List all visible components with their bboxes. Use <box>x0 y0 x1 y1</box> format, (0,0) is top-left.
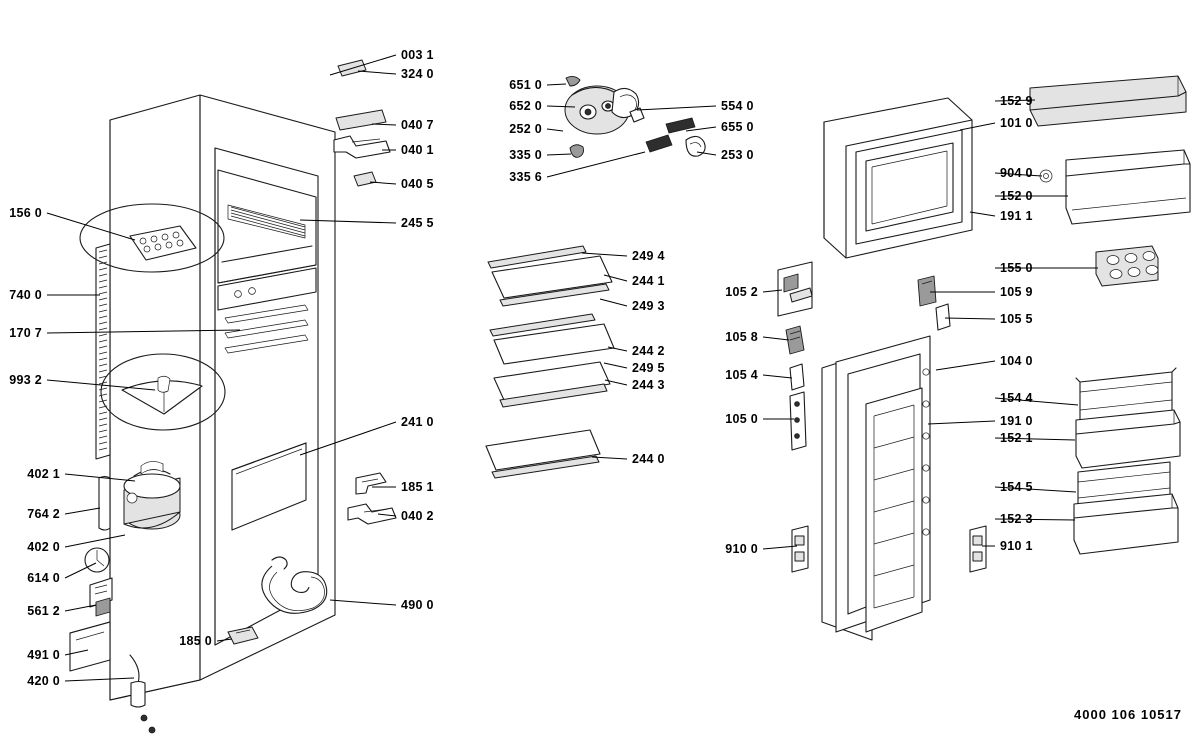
leader-105-8 <box>763 337 789 340</box>
door-gasket-strip <box>96 244 110 459</box>
part-label-554-0: 554 0 <box>721 99 754 113</box>
leader-191-0 <box>928 421 995 424</box>
part-label-152-9: 152 9 <box>1000 94 1033 108</box>
part-label-655-0: 655 0 <box>721 120 754 134</box>
hinge-040-2 <box>348 504 396 524</box>
leader-490-0 <box>330 600 396 605</box>
part-label-152-1: 152 1 <box>1000 431 1033 445</box>
part-label-561-2: 561 2 <box>27 604 60 618</box>
part-label-105-4: 105 4 <box>725 368 758 382</box>
hinge-185-1 <box>356 473 386 494</box>
leader-335-0 <box>547 154 571 155</box>
part-label-335-6: 335 6 <box>509 170 542 184</box>
part-label-245-5: 245 5 <box>401 216 434 230</box>
drawing-code: 4000 106 10517 <box>1074 707 1182 722</box>
part-label-244-2: 244 2 <box>632 344 665 358</box>
leader-105-4 <box>763 375 792 378</box>
part-label-040-5: 040 5 <box>401 177 434 191</box>
part-label-105-9: 105 9 <box>1000 285 1033 299</box>
part-label-003-1: 003 1 <box>401 48 434 62</box>
part-label-191-0: 191 0 <box>1000 414 1033 428</box>
part-label-490-0: 490 0 <box>401 598 434 612</box>
part-label-244-0: 244 0 <box>632 452 665 466</box>
part-185-0 <box>228 627 258 644</box>
leader-249-3 <box>600 299 627 306</box>
part-040-1-hinge <box>334 136 390 158</box>
leader-335-6 <box>547 152 645 177</box>
fridge-shelf-rails <box>225 305 308 353</box>
freezer-evaporator <box>228 205 305 238</box>
leader-249-5 <box>604 363 627 368</box>
part-label-105-5: 105 5 <box>1000 312 1033 326</box>
part-label-249-3: 249 3 <box>632 299 665 313</box>
part-105-5 <box>936 304 950 330</box>
part-label-324-0: 324 0 <box>401 67 434 81</box>
leader-554-0 <box>637 106 716 110</box>
part-label-105-8: 105 8 <box>725 330 758 344</box>
tray-152-1 <box>1076 410 1180 468</box>
part-label-040-7: 040 7 <box>401 118 434 132</box>
part-label-740-0: 740 0 <box>9 288 42 302</box>
fridge-door-inner-panel <box>866 388 922 632</box>
leader-764-2 <box>65 508 100 514</box>
part-label-154-5: 154 5 <box>1000 480 1033 494</box>
part-label-040-2: 040 2 <box>401 509 434 523</box>
tray-152-0 <box>1066 150 1190 224</box>
leader-249-4 <box>582 253 627 256</box>
part-335-6 <box>646 135 672 152</box>
leader-324-0 <box>358 71 396 74</box>
leader-003-1 <box>330 55 396 75</box>
part-label-402-0: 402 0 <box>27 540 60 554</box>
part-label-040-1: 040 1 <box>401 143 434 157</box>
part-label-156-0: 156 0 <box>9 206 42 220</box>
part-label-335-0: 335 0 <box>509 148 542 162</box>
part-label-104-0: 104 0 <box>1000 354 1033 368</box>
part-105-9 <box>918 276 936 306</box>
shelf-stack <box>486 246 614 478</box>
tray-152-3 <box>1074 494 1178 554</box>
part-label-170-7: 170 7 <box>9 326 42 340</box>
part-label-652-0: 652 0 <box>509 99 542 113</box>
leader-185-0 <box>217 639 232 641</box>
part-label-993-2: 993 2 <box>9 373 42 387</box>
top-small-parts <box>334 60 390 186</box>
part-label-420-0: 420 0 <box>27 674 60 688</box>
part-label-253-0: 253 0 <box>721 148 754 162</box>
rod-part <box>99 477 110 531</box>
part-label-185-1: 185 1 <box>401 480 434 494</box>
part-label-252-0: 252 0 <box>509 122 542 136</box>
leader-191-1 <box>970 212 995 216</box>
part-label-241-0: 241 0 <box>401 415 434 429</box>
part-label-651-0: 651 0 <box>509 78 542 92</box>
fridge-door-assembly <box>822 336 930 640</box>
part-040-7 <box>336 110 386 130</box>
leader-104-0 <box>936 361 995 370</box>
drain-hose <box>262 557 327 613</box>
motor-cluster <box>565 76 705 157</box>
leader-105-5 <box>945 318 995 319</box>
part-label-105-0: 105 0 <box>725 412 758 426</box>
foot-910-0 <box>792 526 808 572</box>
door-shelf-group <box>1030 76 1190 554</box>
part-label-155-0: 155 0 <box>1000 261 1033 275</box>
part-label-491-0: 491 0 <box>27 648 60 662</box>
part-label-764-2: 764 2 <box>27 507 60 521</box>
leader-040-7 <box>372 124 396 125</box>
part-label-105-2: 105 2 <box>725 285 758 299</box>
part-label-101-0: 101 0 <box>1000 116 1033 130</box>
leader-252-0 <box>547 129 563 131</box>
part-label-152-0: 152 0 <box>1000 189 1033 203</box>
freezer-door-assembly <box>824 98 972 258</box>
part-651-0 <box>566 76 580 86</box>
crisper-drawer <box>232 443 306 530</box>
part-105-4 <box>790 364 804 390</box>
part-label-244-1: 244 1 <box>632 274 665 288</box>
part-label-904-0: 904 0 <box>1000 166 1033 180</box>
part-label-249-4: 249 4 <box>632 249 665 263</box>
leader-651-0 <box>547 84 566 85</box>
part-040-5 <box>354 172 376 186</box>
part-label-910-1: 910 1 <box>1000 539 1033 553</box>
part-label-191-1: 191 1 <box>1000 209 1033 223</box>
leader-241-0 <box>300 422 396 455</box>
part-label-402-1: 402 1 <box>27 467 60 481</box>
leader-040-5 <box>370 182 396 184</box>
part-label-152-3: 152 3 <box>1000 512 1033 526</box>
part-label-910-0: 910 0 <box>725 542 758 556</box>
leader-245-5 <box>300 220 396 223</box>
part-label-244-3: 244 3 <box>632 378 665 392</box>
tray-152-9 <box>1030 76 1186 126</box>
part-335-0 <box>570 145 584 158</box>
part-label-614-0: 614 0 <box>27 571 60 585</box>
part-label-185-0: 185 0 <box>179 634 212 648</box>
part-label-154-4: 154 4 <box>1000 391 1033 405</box>
part-label-249-5: 249 5 <box>632 361 665 375</box>
leader-561-2 <box>65 605 96 611</box>
foot-910-1 <box>970 526 986 572</box>
